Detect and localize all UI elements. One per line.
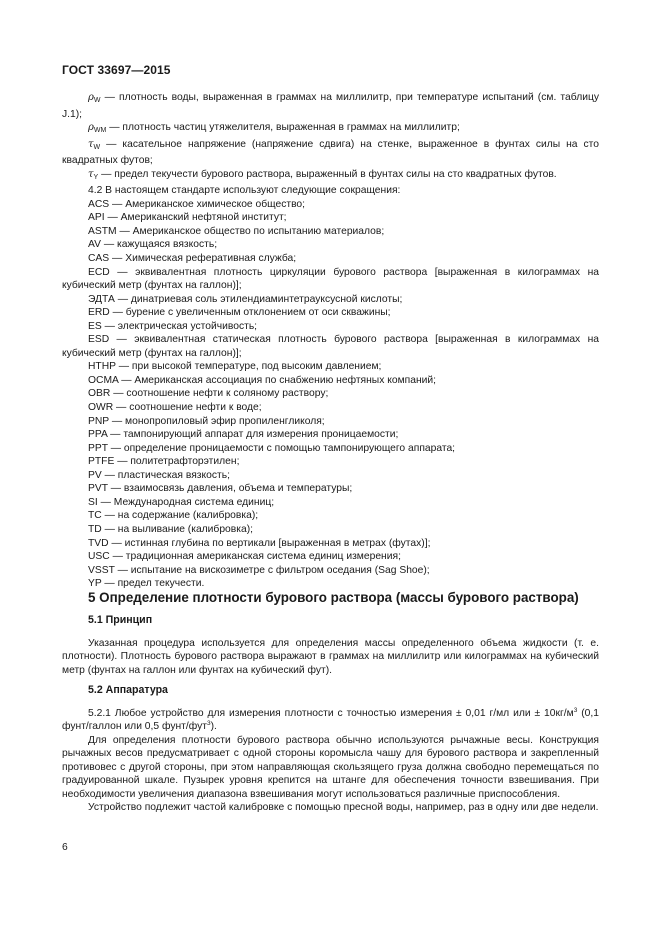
abbreviation-code: ЭДТА [88,293,115,305]
section-5-2-title: 5.2 Аппаратура [88,684,168,696]
abbreviation-definition: при высокой температуре, под высоким давлением; [131,361,382,373]
section-5-2-1-paragraph: 5.2.1 Любое устройство для измерения плотности с точностью измерения ± 0,01 г/мл или ± $10кг/м^3$ (0,1 фунт/галлон или 0,5 фунт/фут$^3$). [62,706,599,733]
abbreviation-definition: взаимосвязь давления, объема и температуры; [123,483,353,495]
abbreviation-item: PNP — монопропиловый эфир пропиленгликоля; [88,415,325,427]
abbreviation-definition: электрическая устойчивость; [117,320,258,332]
abbreviation-definition: динатриевая соль этилендиаминтетрауксусной кислоты; [130,293,403,305]
abbreviation-code: VSST [88,564,115,576]
abbreviation-definition: Химическая реферативная служба; [125,253,297,265]
abbreviation-code: SI [88,496,98,508]
abbreviation-code: ESD [88,334,110,346]
abbreviation-code: OCMA [88,374,119,386]
abbreviation-item: OBR — соотношение нефти к соляному раствору; [88,388,329,400]
abbreviation-code: ASTM [88,225,117,237]
section-5-1-paragraph: Указанная процедура используется для определения массы определенного объема жидкости (т. е. плотности). Плотность бурового раствора выражают в граммах на миллилитр или килограммах на кубический метр (фунтах на галлон или фунтах на кубический фут). [62,637,599,676]
abbreviation-code: API [88,212,105,224]
abbreviation-code: ES [88,320,102,332]
abbreviation-code: PTFE [88,456,115,468]
abbreviation-item: PPA — тампонирующий аппарат для измерения проницаемости; [88,429,399,441]
abbreviation-definition: на выливание (калибровка); [117,523,253,535]
abbreviation-code: ACS [88,198,110,210]
abbreviation-item: API — Американский нефтяной институт; [88,212,287,224]
abbreviation-item: ACS — Американское химическое общество; [88,198,306,210]
abbreviation-item: ESD — эквивалентная статическая плотность бурового раствора [выраженная в килограммах на кубический метр (фунтах на галлон)]; [62,334,599,359]
abbreviation-item: ES — электрическая устойчивость; [88,320,258,332]
symbols-and-abbreviations [62,91,599,591]
abbreviation-definition: Американская ассоциация по снабжению нефтяных компаний; [134,374,436,386]
symbol-definition: $\tau_W$ — касательное напряжение (напряжение сдвига) на стенке, выраженное в фунтах силы на сто квадратных футов; [62,138,599,167]
abbreviation-definition: Американское химическое общество; [125,198,306,210]
abbreviation-definition: Американское общество по испытанию материалов; [132,225,385,237]
lever-balance-paragraph: Для определения плотности бурового раствора обычно используются рычажные весы. Конструкция рычажных весов предусматривает с одной стороны коромысла чашу для бурового раствора и закрепленный противовес с другой стороны, при этом направляющая скользящего груза должна свободно перемещаться по градуированной шкале. Пузырек уровня крепится на штанге для обеспечения точности взвешивания. При необходимости увеличения диапазона взвешивания могут использоваться различные приспособления. [62,734,599,800]
abbreviation-definition: эквивалентная плотность циркуляции бурового раствора [выраженная в килограммах на кубический метр (фунтах на галлон)]; [62,266,599,292]
abbreviation-definition: традиционная американская система единиц измерения; [125,551,401,563]
section-5-1-title: 5.1 Принцип [88,614,153,626]
abbreviation-definition: Американский нефтяной институт; [120,212,287,224]
document-header: ГОСТ 33697—2015 [62,63,171,77]
abbreviation-definition: бурение с увеличенным отклонением от оси скважины; [125,307,391,319]
abbreviation-item: PV — пластическая вязкость; [88,469,230,481]
abbreviation-item: TVD — истинная глубина по вертикали [выраженная в метрах (футах)]; [88,537,431,549]
abbreviation-code: TD [88,523,102,535]
calibration-paragraph: Устройство подлежит частой калибровке с помощью пресной воды, например, раз в одну или две недели. [88,802,599,814]
abbreviation-code: PVT [88,483,108,495]
abbreviation-item: PTFE — политетрафторэтилен; [88,456,240,468]
abbreviation-item: PVT — взаимосвязь давления, объема и температуры; [88,483,353,495]
abbreviation-code: PPA [88,429,108,441]
abbreviation-code: PNP [88,415,109,427]
abbreviation-code: CAS [88,253,110,265]
symbol-definition: $\tau_Y$ — предел текучести бурового раствора, выраженный в фунтах силы на сто квадратных футов. [88,168,557,181]
symbol-definition: $\rho_W$ — плотность воды, выраженная в граммах на миллилитр, при температуре испытаний (см. таблицу J.1); [62,92,599,120]
abbreviation-item: ЭДТА — динатриевая соль этилендиаминтетрауксусной кислоты; [88,293,403,305]
abbreviation-definition: Международная система единиц; [113,496,275,508]
abbreviation-definition: предел текучести. [117,578,205,590]
abbreviations-intro: 4.2 В настоящем стандарте используют следующие сокращения: [88,185,401,197]
abbreviation-definition: испытание на вискозиметре с фильтром оседания (Sag Shoe); [130,564,430,576]
abbreviation-item: ERD — бурение с увеличенным отклонением от оси скважины; [88,307,391,319]
abbreviation-item: VSST — испытание на вискозиметре с фильтром оседания (Sag Shoe); [88,564,430,576]
section-5-2 [62,684,599,815]
abbreviation-definition: политетрафторэтилен; [130,456,240,468]
abbreviation-definition: эквивалентная статическая плотность бурового раствора [выраженная в килограммах на кубический метр (фунтах на галлон)]; [62,334,599,359]
abbreviation-definition: на содержание (калибровка); [117,510,259,522]
abbreviation-item: AV — кажущаяся вязкость; [88,239,218,251]
abbreviation-item: USC — традиционная американская система единиц измерения; [88,551,401,563]
abbreviation-definition: соотношение нефти к воде; [129,402,262,414]
abbreviation-item: SI — Международная система единиц; [88,496,275,508]
abbreviation-item: ASTM — Американское общество по испытанию материалов; [88,225,385,237]
abbreviation-code: YP [88,578,102,590]
abbreviation-item: ECD — эквивалентная плотность циркуляции бурового раствора [выраженная в килограммах на кубический метр (фунтах на галлон)]; [62,266,599,292]
section-5-1 [62,614,599,677]
abbreviation-item: TD — на выливание (калибровка); [88,523,253,535]
abbreviation-item: PPT — определение проницаемости с помощью тампонирующего аппарата; [88,442,456,454]
abbreviation-definition: кажущаяся вязкость; [117,239,218,251]
abbreviation-code: TVD [88,537,109,549]
abbreviation-definition: тампонирующий аппарат для измерения проницаемости; [123,429,399,441]
abbreviation-list [62,198,599,591]
abbreviation-code: ECD [88,266,110,278]
abbreviation-code: USC [88,551,110,563]
abbreviation-item: OCMA — Американская ассоциация по снабжению нефтяных компаний; [88,374,436,386]
section-5-title: 5 Определение плотности бурового раствора (массы бурового раствора) [88,590,579,605]
abbreviation-definition: определение проницаемости с помощью тампонирующего аппарата; [123,442,456,454]
abbreviation-definition: истинная глубина по вертикали [выраженная в метрах (футах)]; [124,537,431,549]
abbreviation-code: OWR [88,402,114,414]
abbreviation-definition: монопропиловый эфир пропиленгликоля; [125,415,325,427]
abbreviation-item: CAS — Химическая реферативная служба; [88,253,297,265]
abbreviation-code: PPT [88,442,108,454]
symbol-definition: $\rho_{WM}$ — плотность частиц утяжелителя, выраженная в граммах на миллилитр; [88,122,460,135]
abbreviation-code: TC [88,510,102,522]
abbreviation-item: HTHP — при высокой температуре, под высоким давлением; [88,361,382,373]
page-number: 6 [62,842,68,853]
abbreviation-code: AV [88,239,101,251]
abbreviation-code: HTHP [88,361,116,373]
abbreviation-code: OBR [88,388,111,400]
abbreviation-code: ERD [88,307,110,319]
abbreviation-item: OWR — соотношение нефти к воде; [88,402,262,414]
abbreviation-definition: соотношение нефти к соляному раствору; [126,388,329,400]
abbreviation-item: TC — на содержание (калибровка); [88,510,259,522]
abbreviation-item: YP — предел текучести. [88,578,205,590]
abbreviation-code: PV [88,469,102,481]
abbreviation-definition: пластическая вязкость; [117,469,230,481]
